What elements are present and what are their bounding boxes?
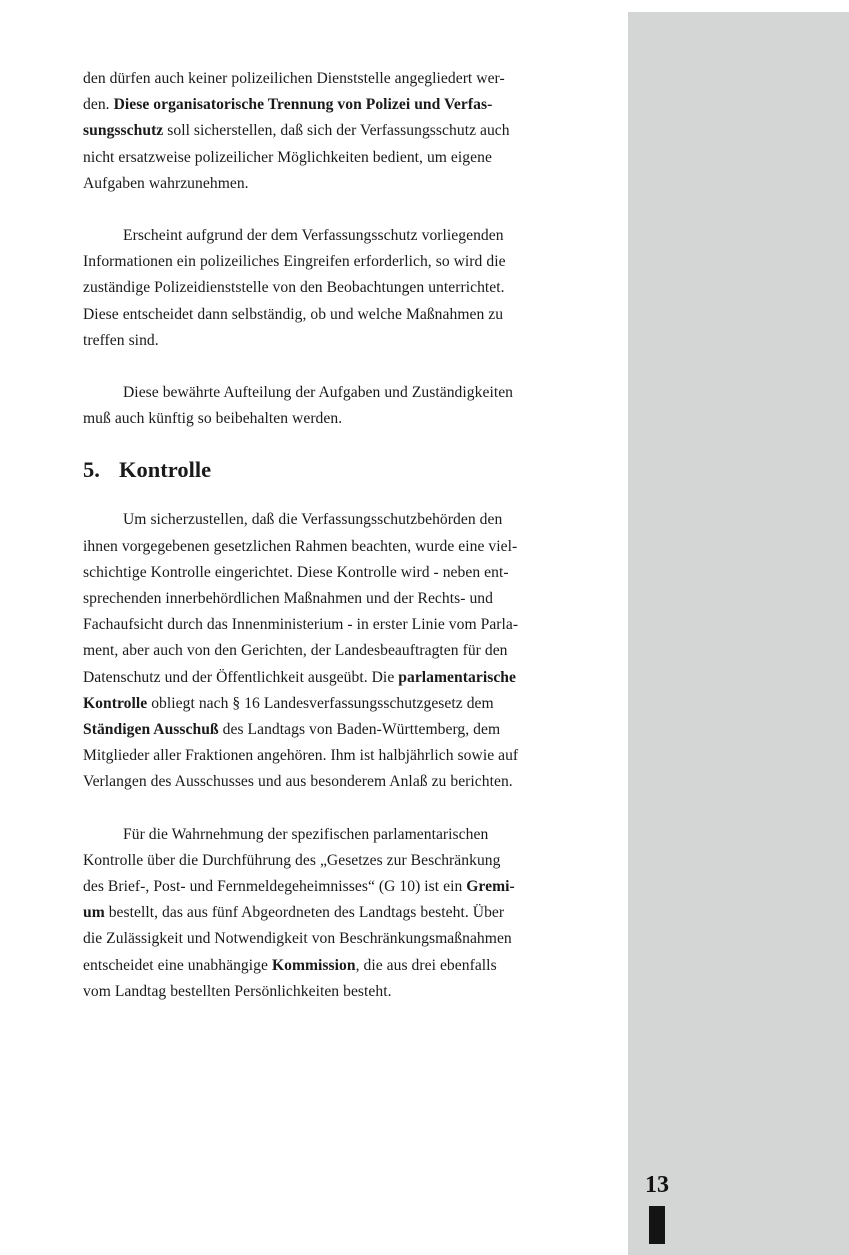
- text-run: zuständige Polizeidienststelle von den Beobachtungen unterrichtet.: [83, 279, 505, 297]
- text-line: [83, 275, 603, 301]
- text-line: [83, 92, 603, 118]
- text-run: Erscheint aufgrund der dem Verfassungsschutz vorliegenden: [123, 227, 504, 245]
- bold-text-run: Gremi-: [466, 878, 515, 896]
- text-line: [83, 900, 603, 926]
- text-run: den.: [83, 96, 114, 114]
- text-run: nicht ersatzweise polizeilicher Möglichkeiten bedient, um eigene: [83, 148, 492, 166]
- section-number: 5.: [83, 457, 100, 483]
- document-body: [83, 66, 603, 1005]
- text-line: [83, 249, 603, 275]
- text-run: Verlangen des Ausschusses und aus besonderem Anlaß zu berichten.: [83, 773, 513, 791]
- text-run: treffen sind.: [83, 331, 159, 349]
- bold-text-run: Kommission: [271, 956, 356, 974]
- text-run: Mitglieder aller Fraktionen angehören. Ihm ist halbjährlich sowie auf: [83, 747, 519, 765]
- text-run: den dürfen auch keiner polizeilichen Dienststelle angegliedert wer-: [83, 70, 505, 87]
- text-line: [83, 691, 603, 717]
- text-line: [83, 328, 603, 354]
- text-run: ment, aber auch von den Gerichten, der Landesbeauftragten für den: [83, 642, 508, 660]
- text-run: Informationen ein polizeiliches Eingreifen erforderlich, so wird die: [83, 253, 506, 271]
- text-line: [83, 145, 603, 171]
- text-line: [83, 66, 603, 92]
- text-line: [83, 118, 603, 144]
- text-line: [83, 638, 603, 664]
- text-run: muß auch künftig so beibehalten werden.: [83, 410, 343, 428]
- text-line: [83, 406, 603, 432]
- text-run: ihnen vorgegebenen gesetzlichen Rahmen beachten, wurde eine viel-: [83, 537, 518, 555]
- text-line: [83, 717, 603, 743]
- page-number: 13: [645, 1172, 669, 1198]
- bold-text-run: Kontrolle: [83, 694, 148, 712]
- text-line: [83, 380, 603, 406]
- text-run: Diese bewährte Aufteilung der Aufgaben und Zuständigkeiten: [123, 384, 514, 402]
- text-line: [83, 769, 603, 795]
- text-run: schichtige Kontrolle eingerichtet. Diese Kontrolle wird - neben ent-: [83, 563, 509, 581]
- text-run: Fachaufsicht durch das Innenministerium - in erster Linie vom Parla-: [83, 616, 519, 634]
- bold-text-run: Diese organisatorische Trennung von Polizei und Verfas-: [113, 96, 493, 114]
- text-line: [83, 848, 603, 874]
- page-marker-bar: [649, 1206, 665, 1244]
- bold-text-run: parlamentarische: [398, 668, 516, 686]
- paragraph-police-intervention: [83, 223, 603, 354]
- text-run: vom Landtag bestellten Persönlichkeiten besteht.: [83, 982, 392, 1000]
- text-run: Aufgaben wahrzunehmen.: [83, 174, 249, 192]
- paragraph-organisational-separation: [83, 66, 603, 197]
- text-run: bestellt, das aus fünf Abgeordneten des Landtags besteht. Über: [104, 904, 505, 922]
- text-run: entscheidet eine unabhängige: [83, 956, 272, 974]
- text-line: [83, 171, 603, 197]
- text-line: [83, 665, 603, 691]
- text-run: obliegt nach § 16 Landesverfassungsschutzgesetz dem: [147, 694, 494, 712]
- text-run: des Brief-, Post- und Fernmeldegeheimnisses“ (G 10) ist ein: [83, 878, 467, 896]
- bold-text-run: Ständigen Ausschuß: [83, 721, 219, 739]
- text-line: [83, 534, 603, 560]
- text-run: sprechenden innerbehördlichen Maßnahmen und der Rechts- und: [83, 590, 493, 608]
- text-run: Für die Wahrnehmung der spezifischen parlamentarischen: [123, 825, 489, 843]
- text-run: Kontrolle über die Durchführung des „Gesetzes zur Beschränkung: [83, 851, 501, 869]
- text-line: [83, 979, 603, 1005]
- text-run: Datenschutz und der Öffentlichkeit ausgeübt. Die: [83, 668, 399, 686]
- paragraph-division-of-tasks: [83, 380, 603, 432]
- text-line: [83, 586, 603, 612]
- section-heading: [83, 432, 603, 507]
- text-line: [83, 926, 603, 952]
- text-run: , die aus drei ebenfalls: [355, 956, 497, 974]
- bold-text-run: sungsschutz: [83, 122, 164, 140]
- text-line: [83, 822, 603, 848]
- text-line: [83, 953, 603, 979]
- paragraph-oversight: [83, 507, 603, 795]
- text-run: Um sicherzustellen, daß die Verfassungsschutzbehörden den: [123, 511, 503, 529]
- text-run: die Zulässigkeit und Notwendigkeit von Beschränkungsmaßnahmen: [83, 930, 512, 948]
- text-run: Diese entscheidet dann selbständig, ob und welche Maßnahmen zu: [83, 305, 504, 323]
- text-run: soll sicherstellen, daß sich der Verfassungsschutz auch: [163, 122, 510, 140]
- text-line: [83, 560, 603, 586]
- text-line: [83, 507, 603, 533]
- text-line: [83, 743, 603, 769]
- bold-text-run: um: [83, 904, 105, 922]
- text-line: [83, 302, 603, 328]
- text-line: [83, 223, 603, 249]
- text-run: des Landtags von Baden-Württemberg, dem: [218, 721, 501, 739]
- section-title: Kontrolle: [119, 457, 212, 483]
- text-line: [83, 612, 603, 638]
- text-line: [83, 874, 603, 900]
- paragraph-g10-committee: [83, 822, 603, 1005]
- page-margin-band: [628, 12, 849, 1255]
